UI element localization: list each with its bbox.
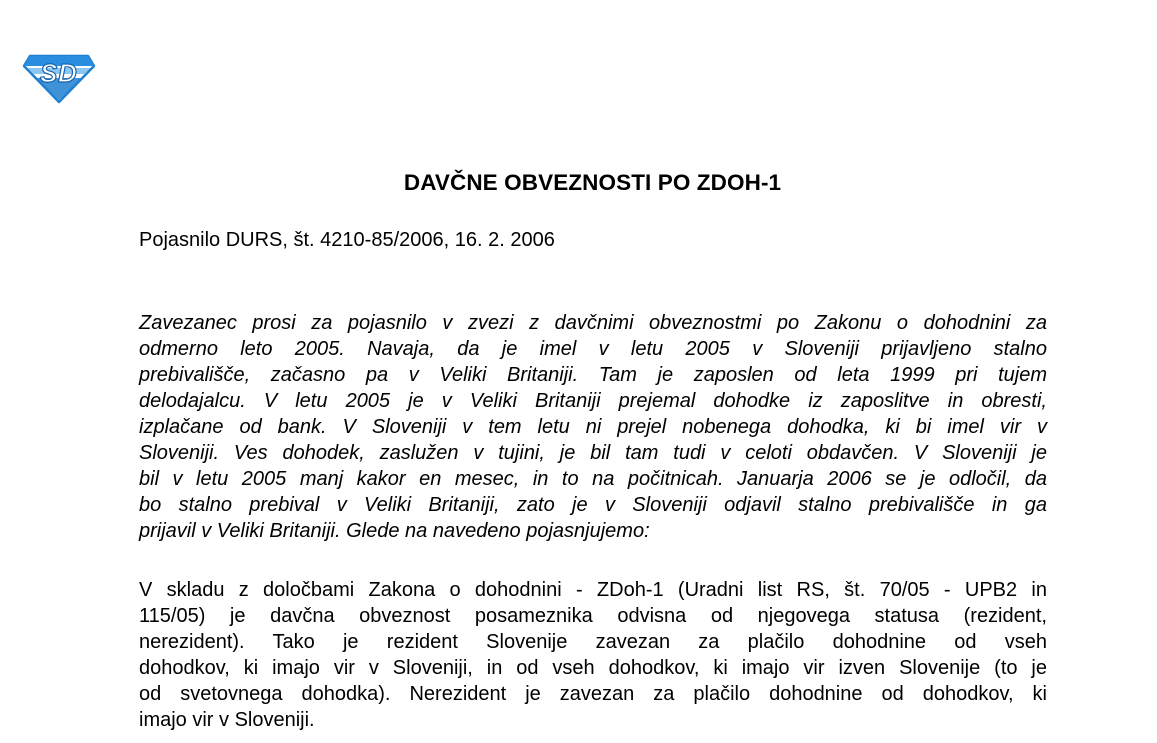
paragraph-line: Sloveniji. Ves dohodek, zaslužen v tujini, je bil tam tudi v celoti obdavčen. V Sloveniji je <box>139 442 1047 464</box>
paragraph-line: od svetovnega dohodka). Nerezident je zavezan za plačilo dohodnine od dohodkov, ki <box>139 683 1047 705</box>
svg-text:S: S <box>40 58 58 88</box>
paragraph-line: delodajalcu. V letu 2005 je v Veliki Britaniji prejemal dohodke iz zaposlitve in obresti, <box>139 390 1047 412</box>
svg-text:D: D <box>58 58 77 88</box>
paragraph-line: prebivališče, začasno pa v Veliki Britaniji. Tam je zaposlen od leta 1999 pri tujem <box>139 364 1047 386</box>
paragraph-line: V skladu z določbami Zakona o dohodnini - ZDoh-1 (Uradni list RS, št. 70/05 - UPB2 in <box>139 579 1047 601</box>
document-title: DAVČNE OBVEZNOSTI PO ZDOH-1 <box>403 170 782 195</box>
paragraph-line: odmerno leto 2005. Navaja, da je imel v letu 2005 v Sloveniji prijavljeno stalno <box>139 338 1047 360</box>
question-paragraph <box>139 310 1047 544</box>
paragraph-line: Zavezanec prosi za pojasnilo v zvezi z davčnimi obveznostmi po Zakonu o dohodnini za <box>139 312 1047 334</box>
answer-paragraph <box>139 577 1047 733</box>
document-subtitle: Pojasnilo DURS, št. 4210-85/2006, 16. 2. 2006 <box>139 229 555 251</box>
paragraph-line: nerezident). Tako je rezident Slovenije zavezan za plačilo dohodnine od vseh <box>139 631 1047 653</box>
paragraph-line: izplačane od bank. V Sloveniji v tem letu ni prejel nobenega dohodka, ki bi imel vir v <box>139 416 1047 438</box>
company-logo <box>22 50 96 104</box>
paragraph-line: imajo vir v Sloveniji. <box>139 709 315 731</box>
paragraph-line: bil v letu 2005 manj kakor en mesec, in to na počitnicah. Januarja 2006 se je odločil, da <box>139 468 1047 490</box>
paragraph-line: dohodkov, ki imajo vir v Sloveniji, in od vseh dohodkov, ki imajo vir izven Slovenije (to je <box>139 657 1047 679</box>
paragraph-line: bo stalno prebival v Veliki Britaniji, zato je v Sloveniji odjavil stalno prebivališče in ga <box>139 494 1047 516</box>
paragraph-line: prijavil v Veliki Britaniji. Glede na navedeno pojasnjujemo: <box>139 520 650 542</box>
paragraph-line: 115/05) je davčna obveznost posameznika odvisna od njegovega statusa (rezident, <box>139 605 1047 627</box>
